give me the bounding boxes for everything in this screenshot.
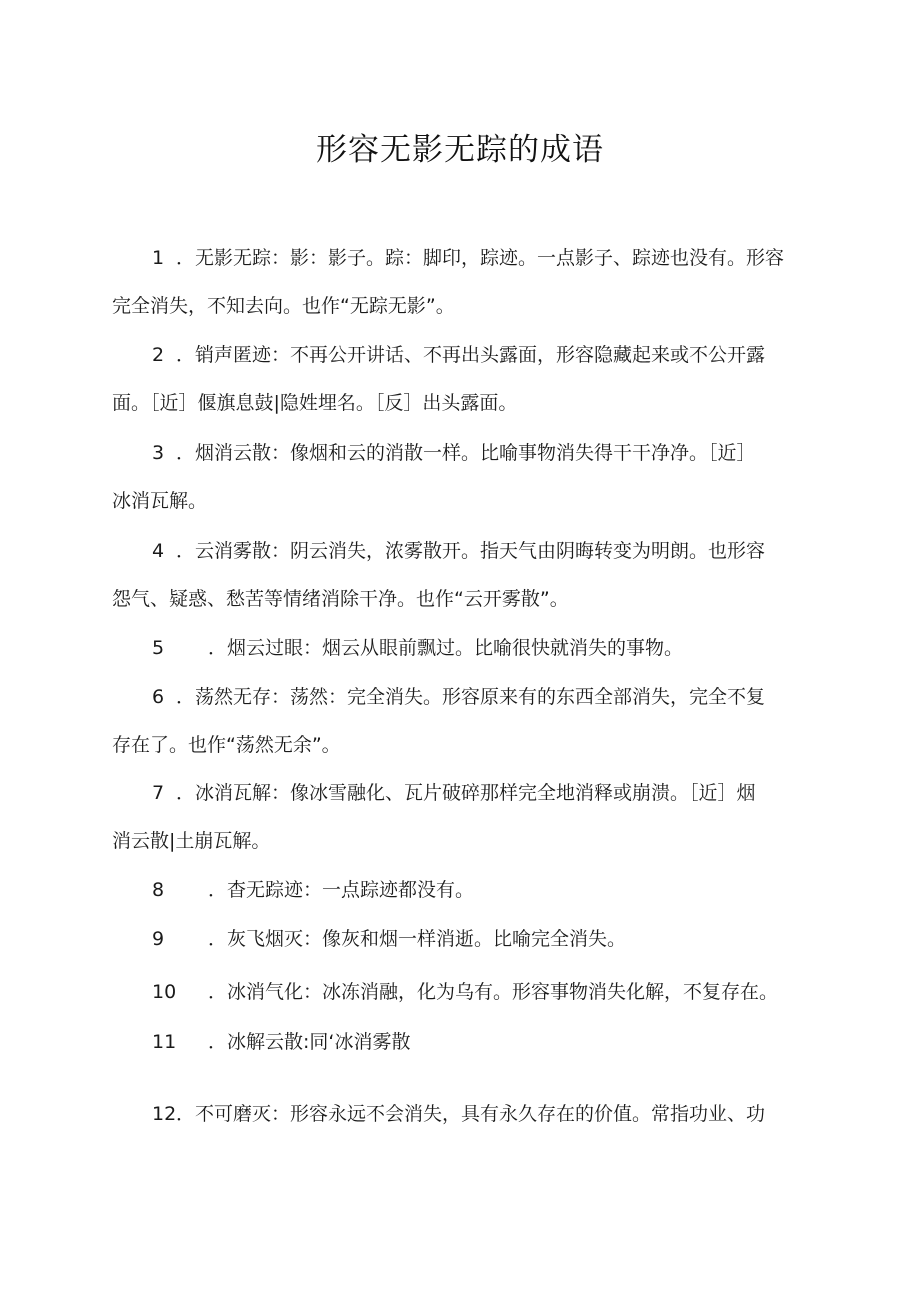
entry-number: 5 <box>152 637 165 659</box>
list-item <box>112 331 812 427</box>
entry-line: 怨气、疑惑、愁苦等情绪消除干净。也作“云开雾散”。 <box>112 588 569 610</box>
page-title: 形容无影无踪的成语 <box>316 132 604 168</box>
entry-number: 1 <box>152 247 165 269</box>
entry-line: 存在了。也作“荡然无余”。 <box>112 734 341 756</box>
entry-line: ．烟云过眼：烟云从眼前飘过。比喻很快就消失的事物。 <box>208 637 684 659</box>
entry-line: ．灰飞烟灭：像灰和烟一样消逝。比喻完全消失。 <box>208 928 627 950</box>
entry-number: 9 <box>152 928 165 950</box>
entry-line: ．冰解云散:同‘冰消雾散 <box>208 1031 411 1053</box>
entry-line: ．无影无踪：影：影子。踪：脚印，踪迹。一点影子、踪迹也没有。形容 <box>176 247 785 269</box>
entry-line: 冰消瓦解。 <box>112 490 208 512</box>
list-item <box>112 234 812 330</box>
entry-number: 10 <box>152 981 177 1003</box>
list-item <box>112 1018 812 1066</box>
list-item <box>112 429 812 525</box>
entry-line: ．荡然无存：荡然：完全消失。形容原来有的东西全部消失，完全不复 <box>176 686 766 708</box>
entry-line: ．冰消瓦解：像冰雪融化、瓦片破碎那样完全地消释或崩溃。［近］烟 <box>176 782 756 804</box>
list-item <box>112 1090 812 1138</box>
entry-number: 4 <box>152 540 165 562</box>
entry-line: 完全消失，不知去向。也作“无踪无影”。 <box>112 295 455 317</box>
entry-number: 8 <box>152 879 165 901</box>
entry-line: 消云散|土崩瓦解。 <box>112 830 271 852</box>
entry-line: ．冰消气化：冰冻消融，化为乌有。形容事物消失化解，不复存在。 <box>208 981 779 1003</box>
list-item <box>112 968 812 1016</box>
list-item <box>112 866 812 914</box>
list-item <box>112 915 812 963</box>
entry-number: 11 <box>152 1031 177 1053</box>
entry-number: 6 <box>152 686 165 708</box>
list-item <box>112 624 812 672</box>
entry-line: ．杳无踪迹：一点踪迹都没有。 <box>208 879 475 901</box>
entry-number: 12 <box>152 1103 177 1125</box>
entry-number: 7 <box>152 782 165 804</box>
entry-line: ．云消雾散：阴云消失，浓雾散开。指天气由阴晦转变为明朗。也形容 <box>176 540 766 562</box>
entry-number: 2 <box>152 344 165 366</box>
entry-line: ．销声匿迹：不再公开讲话、不再出头露面，形容隐藏起来或不公开露 <box>176 344 766 366</box>
list-item <box>112 673 812 769</box>
entry-number: 3 <box>152 442 165 464</box>
entry-line: 面。［近］偃旗息鼓|隐姓埋名。［反］出头露面。 <box>112 392 518 414</box>
list-item <box>112 527 812 623</box>
entry-line: ．烟消云散：像烟和云的消散一样。比喻事物消失得干干净净。［近］ <box>176 442 756 464</box>
entry-line: ．不可磨灭：形容永远不会消失，具有永久存在的价值。常指功业、功 <box>176 1103 766 1125</box>
list-item <box>112 769 812 865</box>
